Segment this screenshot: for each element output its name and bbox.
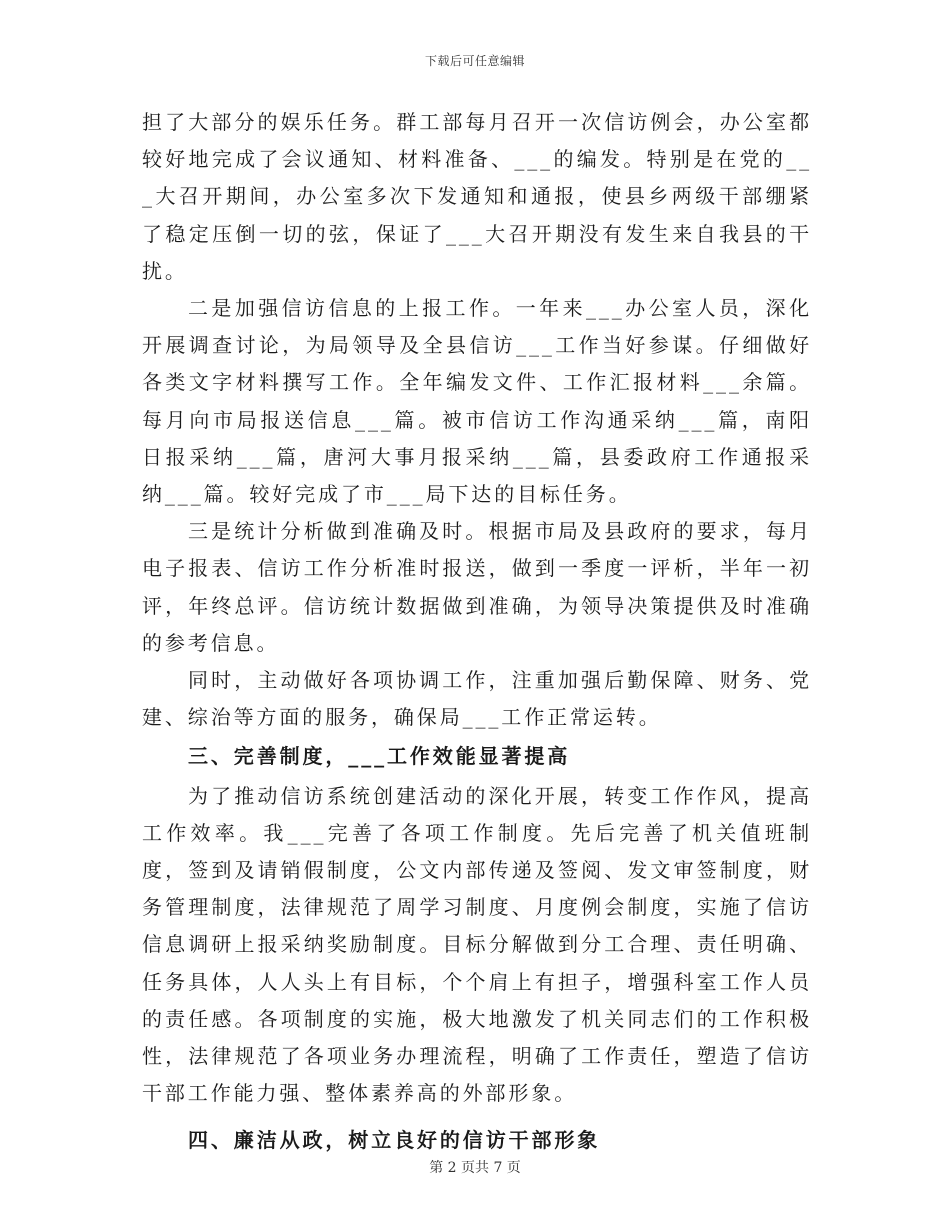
section-heading-4: 四、廉洁从政，树立良好的信访干部形象: [188, 1128, 601, 1153]
paragraph-continuation: 担了大部分的娱乐任务。群工部每月召开一次信访例会，办公室都较好地完成了会议通知、材料准备、___的编发。特别是在党的___大召开期间，办公室多次下发通知和通报，使县乡两级干部绷紧了稳定压倒一切的弦，保证了___大召开期没有发生来自我县的干扰。: [142, 110, 812, 283]
page-footer: 第 2 页共 7 页: [429, 1160, 521, 1176]
page-header: 下载后可任意编辑: [424, 54, 525, 68]
paragraph-coordination: 同时，主动做好各项协调工作，注重加强后勤保障、财务、党建、综治等方面的服务，确保局___工作正常运转。: [142, 668, 812, 730]
section-heading-3: 三、完善制度，___工作效能显著提高: [188, 744, 571, 769]
paragraph-info-reporting: 二是加强信访信息的上报工作。一年来___办公室人员，深化开展调查讨论，为局领导及全县信访___工作当好参谋。仔细做好各类文字材料撰写工作。全年编发文件、工作汇报材料___余篇。每月向市局报送信息___篇。被市信访工作沟通采纳___篇，南阳日报采纳___篇，唐河大事月报采纳___篇，县委政府工作通报采纳___篇。较好完成了市___局下达的目标任务。: [142, 296, 812, 507]
document-body: [142, 104, 812, 1160]
paragraph-systems: 为了推动信访系统创建活动的深化开展，转变工作作风，提高工作效率。我___完善了各项工作制度。先后完善了机关值班制度，签到及请销假制度，公文内部传递及签阅、发文审签制度，财务管理制度，法律规范了周学习制度、月度例会制度，实施了信访信息调研上报采纳奖励制度。目标分解做到分工合理、责任明确、任务具体，人人头上有目标，个个肩上有担子，增强科室工作人员的责任感。各项制度的实施，极大地激发了机关同志们的工作积极性，法律规范了各项业务办理流程，明确了工作责任，塑造了信访干部工作能力强、整体素养高的外部形象。: [142, 783, 812, 1106]
paragraph-statistics: 三是统计分析做到准确及时。根据市局及县政府的要求，每月电子报表、信访工作分析准时报送，做到一季度一评析，半年一初评，年终总评。信访统计数据做到准确，为领导决策提供及时准确的参考信息。: [142, 519, 812, 655]
